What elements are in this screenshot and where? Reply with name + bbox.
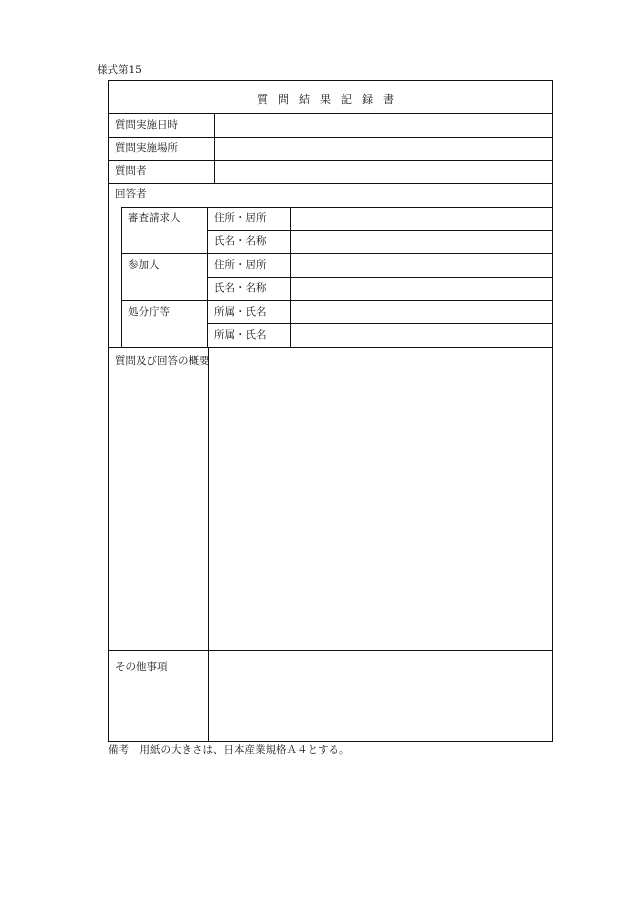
divider <box>207 207 208 347</box>
divider <box>109 347 552 348</box>
divider <box>207 277 552 278</box>
divider <box>109 183 552 184</box>
divider <box>121 253 552 254</box>
form-number: 様式第15 <box>97 64 142 76</box>
label-agency-affiliation-2: 所属・氏名 <box>214 329 267 341</box>
label-place: 質問実施場所 <box>115 142 178 154</box>
label-agency: 処分庁等 <box>128 306 170 318</box>
label-agency-affiliation-1: 所属・氏名 <box>214 306 267 318</box>
divider <box>121 207 122 347</box>
label-date: 質問実施日時 <box>115 119 178 131</box>
divider <box>214 113 215 183</box>
divider <box>207 323 552 324</box>
label-participant: 参加人 <box>128 259 160 271</box>
label-questioner: 質問者 <box>115 165 147 177</box>
label-requester: 審査請求人 <box>128 212 181 224</box>
form-title: 質問結果記録書 <box>257 93 404 106</box>
divider <box>121 300 552 301</box>
question-result-form <box>108 80 553 742</box>
label-respondent: 回答者 <box>115 188 147 200</box>
divider <box>109 137 552 138</box>
divider <box>109 160 552 161</box>
footnote: 備考 用紙の大きさは、日本産業規格Ａ４とする。 <box>108 744 350 756</box>
label-requester-name: 氏名・名称 <box>214 235 267 247</box>
label-participant-address: 住所・居所 <box>214 259 267 271</box>
divider <box>121 207 552 208</box>
divider <box>208 347 209 741</box>
divider <box>290 207 291 347</box>
divider <box>109 650 552 651</box>
label-participant-name: 氏名・名称 <box>214 282 267 294</box>
divider <box>207 230 552 231</box>
label-requester-address: 住所・居所 <box>214 212 267 224</box>
label-other: その他事項 <box>115 661 168 673</box>
label-summary: 質問及び回答の概要 <box>115 355 210 367</box>
divider <box>109 113 552 114</box>
